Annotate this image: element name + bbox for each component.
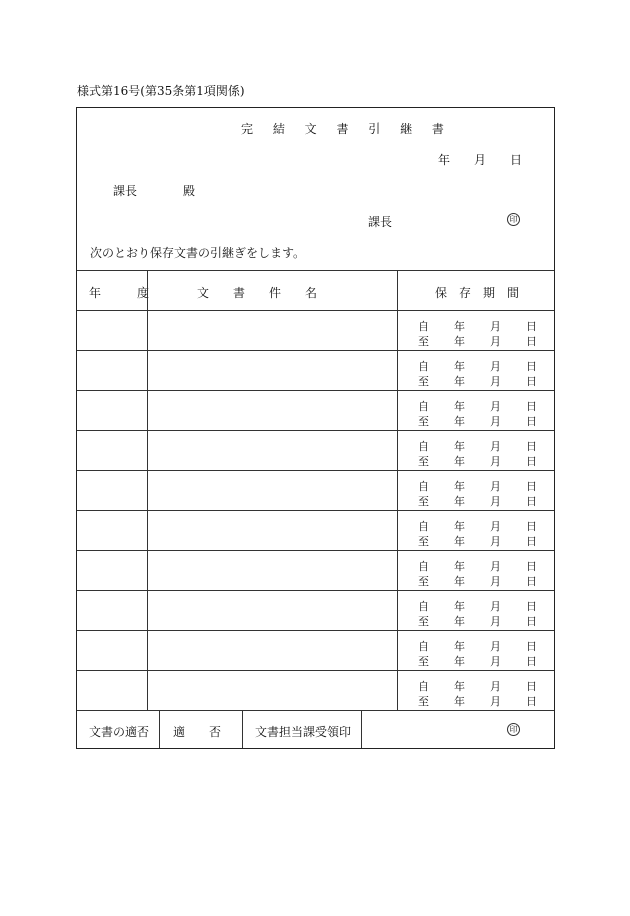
period-day-label: 日	[526, 495, 537, 508]
period-from-label: 自	[418, 440, 429, 453]
period-day-label: 日	[526, 560, 537, 573]
period-month-label: 月	[490, 560, 501, 573]
period-to-label: 至	[418, 495, 429, 508]
period-day-label: 日	[526, 575, 537, 588]
period-month-label: 月	[490, 400, 501, 413]
period-day-label: 日	[526, 480, 537, 493]
period-from-label: 自	[418, 400, 429, 413]
period-day-label: 日	[526, 320, 537, 333]
period-day-label: 日	[526, 455, 537, 468]
col-header-retention-period: 保 存 期 間	[435, 286, 520, 300]
period-month-label: 月	[490, 335, 501, 348]
handover-form	[76, 107, 555, 749]
period-month-label: 月	[490, 600, 501, 613]
footer-divider-1	[159, 710, 160, 748]
period-year-label: 年	[454, 600, 465, 613]
table-row	[77, 350, 554, 390]
period-year-label: 年	[454, 640, 465, 653]
period-year-label: 年	[454, 495, 465, 508]
recipient-honorific: 殿	[183, 184, 196, 198]
date-year-label: 年	[438, 153, 451, 167]
period-month-label: 月	[490, 655, 501, 668]
period-to-label: 至	[418, 575, 429, 588]
footer-divider-3	[361, 710, 362, 748]
statement-text: 次のとおり保存文書の引継ぎをします。	[90, 246, 306, 260]
period-year-label: 年	[454, 455, 465, 468]
period-from-label: 自	[418, 520, 429, 533]
period-day-label: 日	[526, 695, 537, 708]
footer-top-line	[77, 710, 554, 711]
period-day-label: 日	[526, 440, 537, 453]
period-year-label: 年	[454, 375, 465, 388]
period-month-label: 月	[490, 360, 501, 373]
period-day-label: 日	[526, 520, 537, 533]
period-year-label: 年	[454, 680, 465, 693]
col-header-year: 年 度	[89, 286, 162, 300]
period-year-label: 年	[454, 335, 465, 348]
period-year-label: 年	[454, 575, 465, 588]
period-from-label: 自	[418, 640, 429, 653]
date-month-label: 月	[474, 153, 487, 167]
period-from-label: 自	[418, 680, 429, 693]
period-to-label: 至	[418, 335, 429, 348]
period-month-label: 月	[490, 455, 501, 468]
table-row	[77, 630, 554, 670]
period-to-label: 至	[418, 455, 429, 468]
period-month-label: 月	[490, 640, 501, 653]
period-to-label: 至	[418, 615, 429, 628]
period-month-label: 月	[490, 680, 501, 693]
period-month-label: 月	[490, 440, 501, 453]
form-number-label: 様式第16号(第35条第1項関係)	[77, 84, 245, 98]
period-year-label: 年	[454, 360, 465, 373]
period-from-label: 自	[418, 480, 429, 493]
period-to-label: 至	[418, 415, 429, 428]
period-year-label: 年	[454, 615, 465, 628]
sender-seal-icon: 印	[507, 213, 520, 226]
period-month-label: 月	[490, 615, 501, 628]
period-day-label: 日	[526, 415, 537, 428]
period-year-label: 年	[454, 520, 465, 533]
table-row	[77, 310, 554, 350]
period-year-label: 年	[454, 535, 465, 548]
period-month-label: 月	[490, 695, 501, 708]
table-row	[77, 510, 554, 550]
period-to-label: 至	[418, 375, 429, 388]
header-divider	[77, 270, 554, 271]
table-row	[77, 550, 554, 590]
period-day-label: 日	[526, 615, 537, 628]
date-day-label: 日	[510, 153, 523, 167]
form-title: 完 結 文 書 引 継 書	[241, 122, 452, 136]
period-from-label: 自	[418, 560, 429, 573]
table-row	[77, 430, 554, 470]
period-day-label: 日	[526, 400, 537, 413]
period-year-label: 年	[454, 655, 465, 668]
period-month-label: 月	[490, 495, 501, 508]
period-year-label: 年	[454, 695, 465, 708]
suitability-value: 適 否	[173, 725, 222, 739]
period-to-label: 至	[418, 655, 429, 668]
receipt-label: 文書担当課受領印	[255, 725, 352, 739]
period-month-label: 月	[490, 535, 501, 548]
period-from-label: 自	[418, 320, 429, 333]
period-day-label: 日	[526, 680, 537, 693]
period-to-label: 至	[418, 695, 429, 708]
period-year-label: 年	[454, 400, 465, 413]
period-month-label: 月	[490, 320, 501, 333]
period-year-label: 年	[454, 320, 465, 333]
table-row	[77, 390, 554, 430]
period-from-label: 自	[418, 360, 429, 373]
table-row	[77, 670, 554, 710]
period-day-label: 日	[526, 335, 537, 348]
period-year-label: 年	[454, 560, 465, 573]
table-row	[77, 470, 554, 510]
period-year-label: 年	[454, 440, 465, 453]
period-day-label: 日	[526, 640, 537, 653]
col-header-document-name: 文 書 件 名	[197, 286, 318, 300]
sender-title: 課長	[368, 215, 393, 229]
period-to-label: 至	[418, 535, 429, 548]
table-row	[77, 590, 554, 630]
period-day-label: 日	[526, 535, 537, 548]
period-day-label: 日	[526, 375, 537, 388]
period-year-label: 年	[454, 415, 465, 428]
period-day-label: 日	[526, 600, 537, 613]
period-year-label: 年	[454, 480, 465, 493]
period-month-label: 月	[490, 375, 501, 388]
period-month-label: 月	[490, 415, 501, 428]
period-month-label: 月	[490, 575, 501, 588]
suitability-label: 文書の適否	[89, 725, 150, 739]
period-day-label: 日	[526, 360, 537, 373]
period-month-label: 月	[490, 480, 501, 493]
footer-divider-2	[242, 710, 243, 748]
period-from-label: 自	[418, 600, 429, 613]
recipient-title: 課長	[113, 184, 138, 198]
period-day-label: 日	[526, 655, 537, 668]
receipt-seal-icon: 印	[507, 723, 520, 736]
period-month-label: 月	[490, 520, 501, 533]
